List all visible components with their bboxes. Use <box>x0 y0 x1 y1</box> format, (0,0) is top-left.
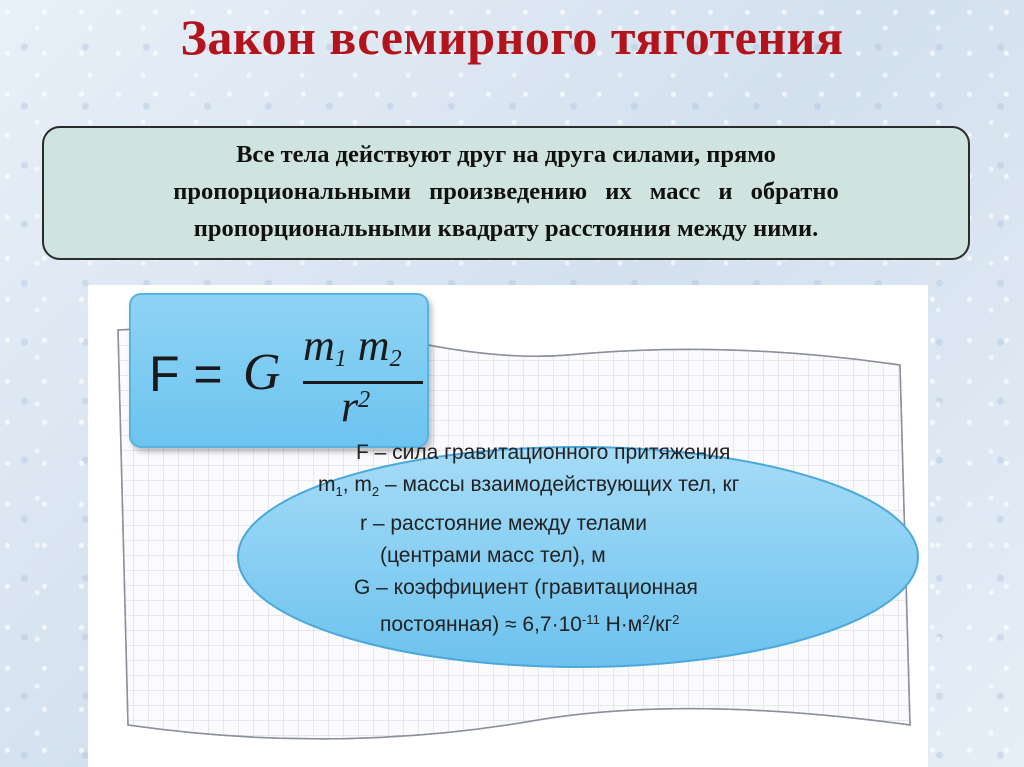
formula-lhs: F = <box>149 346 223 402</box>
legend-f: F – сила гравитационного притяжения <box>356 441 731 464</box>
legend-m: $m_1$, $m_2$ – массы взаимодействующих тел, кг <box>318 473 740 500</box>
slide-title: Закон всемирного тяготения <box>180 9 844 65</box>
definition-line-1: Все тела действуют друг на друга силами, прямо <box>236 141 776 168</box>
formula-box <box>129 293 429 448</box>
definition-line-3: пропорциональными квадрату расстояния между ними. <box>193 215 819 242</box>
formula-constant: G <box>243 344 281 401</box>
legend-g-2: постоянная) ≈ $6,7\cdot 10^{-11}$ $Н\cdot м^2/кг^2$ <box>380 612 680 637</box>
formula-denominator: $r^2$ <box>341 382 371 431</box>
legend-r-2: (центрами масс тел), м <box>380 544 606 568</box>
definition-line-2: пропорциональными произведению их масс и обратно <box>173 178 839 205</box>
legend-g: G – коэффициент (гравитационная <box>354 576 698 600</box>
legend-r: r – расстояние между телами <box>360 512 647 536</box>
definition-box <box>42 126 970 260</box>
formula-legend <box>248 437 813 641</box>
illustration-panel <box>88 285 928 767</box>
formula-numerator: $m_1$ $m_2$ <box>303 321 402 372</box>
